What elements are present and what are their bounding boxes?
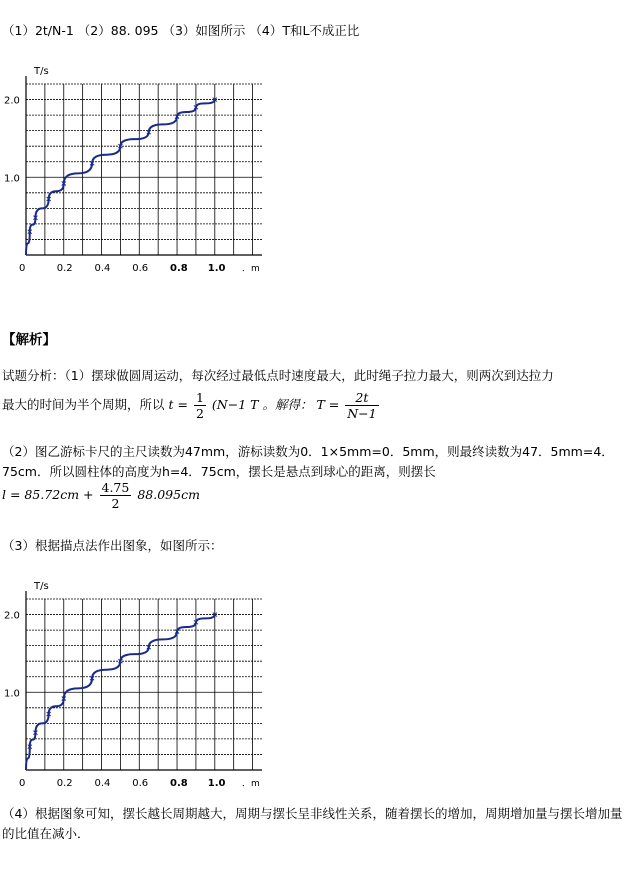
paragraph-1-prefix: 最大的时间为半个周期，所以 (2, 397, 165, 412)
y-axis-label: T/s (34, 66, 49, 77)
paragraph-2: （2）图乙游标卡尺的主尺读数为47mm，游标读数为0．1×5mm=0．5mm，则最终读数为47．5mm=4．75cm．所以圆柱体的高度为h=4．75cm，摆长是悬点到球心的距离，则摆长 (2, 444, 614, 479)
x-tick-label: 0.4 (94, 778, 111, 789)
y-axis-label: T/s (34, 581, 49, 592)
fraction-half-den: 2 (195, 406, 204, 421)
x-tick-label: 0.8 (170, 778, 188, 789)
x-tick-label: 0.4 (94, 263, 111, 274)
fraction-half (194, 390, 206, 421)
paragraph-1-line-1: 试题分析：（1）摆球做圆周运动，每次经过最低点时速度最大，此时绳子拉力最大，则两次到达拉力 (2, 368, 554, 383)
x-tick-label: 0 (19, 263, 26, 274)
x-tick-label: 0.8 (170, 263, 188, 274)
y-tick-label: 2.0 (4, 610, 20, 622)
x-axis-label: ．m (242, 264, 260, 274)
y-tick-label: 2.0 (4, 95, 20, 107)
x-tick-label: 0.2 (56, 263, 73, 274)
formula-fraction-num: 4.75 (101, 480, 130, 495)
paragraph-1-line-2: 最大的时间为半个周期，所以 t = $\frac{1}{2}$ (N−1 T 。解得： T = $\frac{2t}{N-1}$ (2, 390, 377, 421)
analysis-heading: 【解析】 (2, 332, 56, 348)
x-tick-label: 0.2 (56, 778, 73, 789)
answer-line: （1）2t/N-1 （2）88. 095 （3）如图所示 （4）T和L不成正比 (2, 23, 360, 38)
equals-sign: = (177, 397, 188, 412)
paragraph-3: （3）根据描点法作出图象，如图所示： (2, 538, 223, 553)
var-T: T (316, 397, 325, 412)
var-t: t (168, 397, 174, 412)
x-tick-label: 0.6 (132, 263, 149, 274)
formula-suffix: 88.095cm (137, 487, 200, 502)
x-tick-label: 1.0 (207, 263, 226, 274)
formula-fraction-den: 2 (111, 496, 120, 511)
x-tick-label: 0 (19, 778, 26, 789)
formula-fraction (100, 480, 132, 511)
x-tick-label: 1.0 (207, 778, 226, 789)
paragraph-1-after: (N−1 T 。解得： (211, 397, 313, 412)
paragraph-2-formula (2, 478, 624, 512)
paragraph-4: （4）根据图象可知，摆长越长周期越大，周期与摆长呈非线性关系，随着摆长的增加，周期增加量与摆长增加量的比值在减小． (2, 806, 623, 841)
x-axis-label: ．m (242, 779, 260, 789)
fraction-period-den: N−1 (347, 406, 377, 421)
fraction-period-num: 2t (345, 390, 378, 406)
y-tick-label: 1.0 (4, 173, 20, 185)
formula-prefix: l = 85.72cm + (2, 487, 94, 502)
fraction-half-num: 1 (195, 390, 204, 405)
chart-top (0, 60, 280, 275)
chart-bottom (0, 575, 280, 790)
y-tick-label: 1.0 (4, 688, 20, 700)
fraction-period (345, 390, 378, 421)
x-tick-label: 0.6 (132, 778, 149, 789)
